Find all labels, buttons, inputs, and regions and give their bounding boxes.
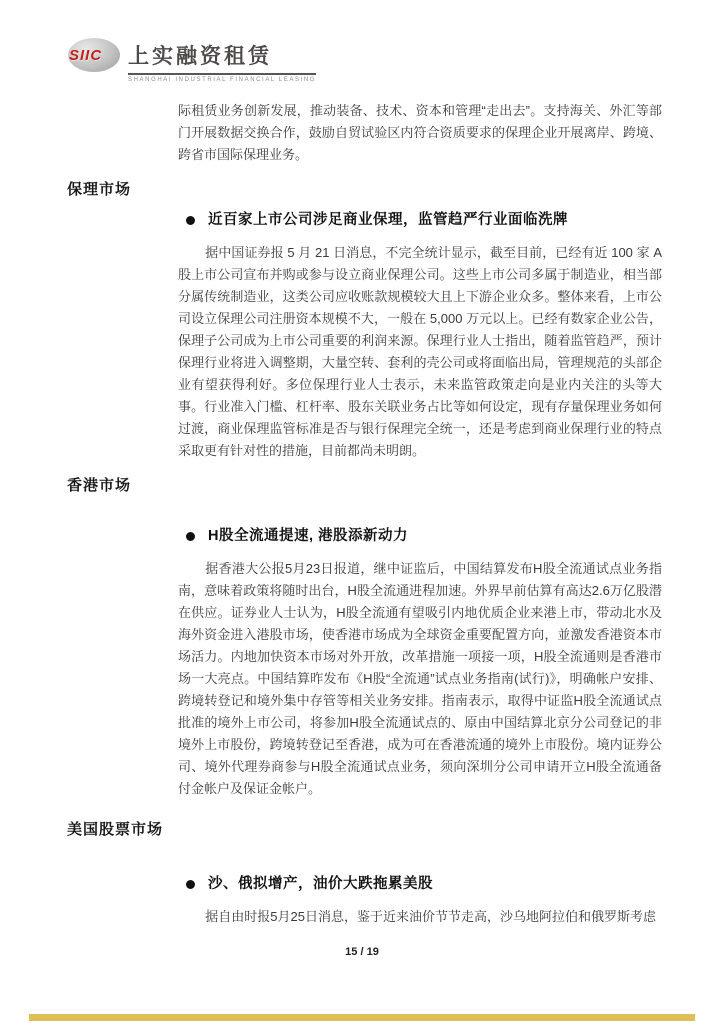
section-hongkong-market: [0, 476, 724, 800]
section-heading-factoring: 保理市场: [67, 181, 132, 198]
headline-text: H股全流通提速, 港股添新动力: [208, 528, 409, 544]
section-heading-hongkong: 香港市场: [67, 477, 132, 494]
article-paragraph-us-stock: 据自由时报5月25日消息，鉴于近来油价节节走高，沙乌地阿拉伯和俄罗斯考虑: [205, 909, 656, 924]
bullet-headline-hongkong: [186, 526, 724, 546]
report-header: [0, 0, 724, 86]
siic-globe-icon: [68, 38, 120, 72]
section-factoring-market: [0, 180, 724, 462]
page-number: 15 / 19: [345, 946, 379, 958]
bullet-headline-factoring: [186, 210, 724, 230]
bullet-icon: [186, 216, 195, 225]
section-us-stock-market: [0, 820, 724, 928]
company-name-cn: 上实融资租赁: [128, 40, 316, 75]
company-name-en: SHANGHAI INDUSTRIAL FINANCIAL LEASING: [128, 77, 317, 83]
footer-accent-bar: [29, 1014, 695, 1021]
bullet-icon: [186, 880, 195, 889]
bullet-headline-us-stock: [186, 874, 724, 894]
siic-logo-text: SIIC: [69, 47, 103, 64]
section-heading-us-stock: 美国股票市场: [67, 821, 164, 838]
bullet-icon: [186, 532, 195, 541]
intro-paragraph: 际租赁业务创新发展，推动装备、技术、资本和管理“走出去”。支持海关、外汇等部门开展数据交换合作，鼓励自贸试验区内符合资质要求的保理企业开展离岸、跨境、跨省市国际保理业务。: [178, 103, 662, 162]
headline-text: 近百家上市公司涉足商业保理，监管趋严行业面临洗牌: [208, 212, 568, 228]
logo-wordmark: [128, 38, 316, 83]
article-paragraph-factoring: 据中国证券报 5 月 21 日消息，不完全统计显示，截至目前，已经有近 100 家 A股上市公司宣布并购或参与设立商业保理公司。这些上市公司多属于制造业，相当部分属传统制造业，这类公司应收账款规模较大且上下游企业众多。整体来看，上市公司设立保理公司注册资本规模不大，一般在 5,000 万元以上。已经有数家企业公告，保理子公司成为上市公司重要的利润来源。保理行业人士指出，随着监管趋严，预计保理行业将进入调整期，大量空转、套利的壳公司或将面临出局，管理规范的头部企业有望获得利好。多位保理行业人士表示，未来监管政策走向是业内关注的头等大事。行业准入门槛、杠杆率、股东关联业务占比等如何设定，现有存量保理业务如何过渡，商业保理监管标准是否与银行保理完全统一，还是考虑到商业保理行业的特点采取更有针对性的措施，目前都尚未明朗。: [178, 245, 662, 458]
page-footer: [0, 946, 724, 958]
company-logo: [68, 38, 724, 83]
article-paragraph-hongkong: 据香港大公报5月23日报道，继中证监后，中国结算发布H股全流通试点业务指南，意味着政策将随时出台，H股全流通进程加速。外界早前估算有高达2.6万亿股潜在供应。证券业人士认为，H股全流通有望吸引内地优质企业来港上市，带动北水及海外资金进入港股市场，使香港市场成为全球资金重要配置方向，並激发香港资本市场活力。内地加快资本市场对外开放，改革措施一项接一项，H股全流通则是香港市场一大亮点。中国结算昨发布《H股“全流通”试点业务指南(试行)》，明确帐户安排、跨境转登记和境外集中存管等相关业务安排。指南表示，取得中证监H股全流通试点批准的境外上市公司，将参加H股全流通试点的、原由中国结算北京分公司登记的非境外上市股份，跨境转登记至香港，成为可在香港流通的境外上市股份。境内证券公司、境外代理券商参与H股全流通试点业务，须向深圳分公司申请开立H股全流通备付金帐户及保证金帐户。: [178, 561, 662, 796]
headline-text: 沙、俄拟增产，油价大跌拖累美股: [208, 876, 433, 892]
